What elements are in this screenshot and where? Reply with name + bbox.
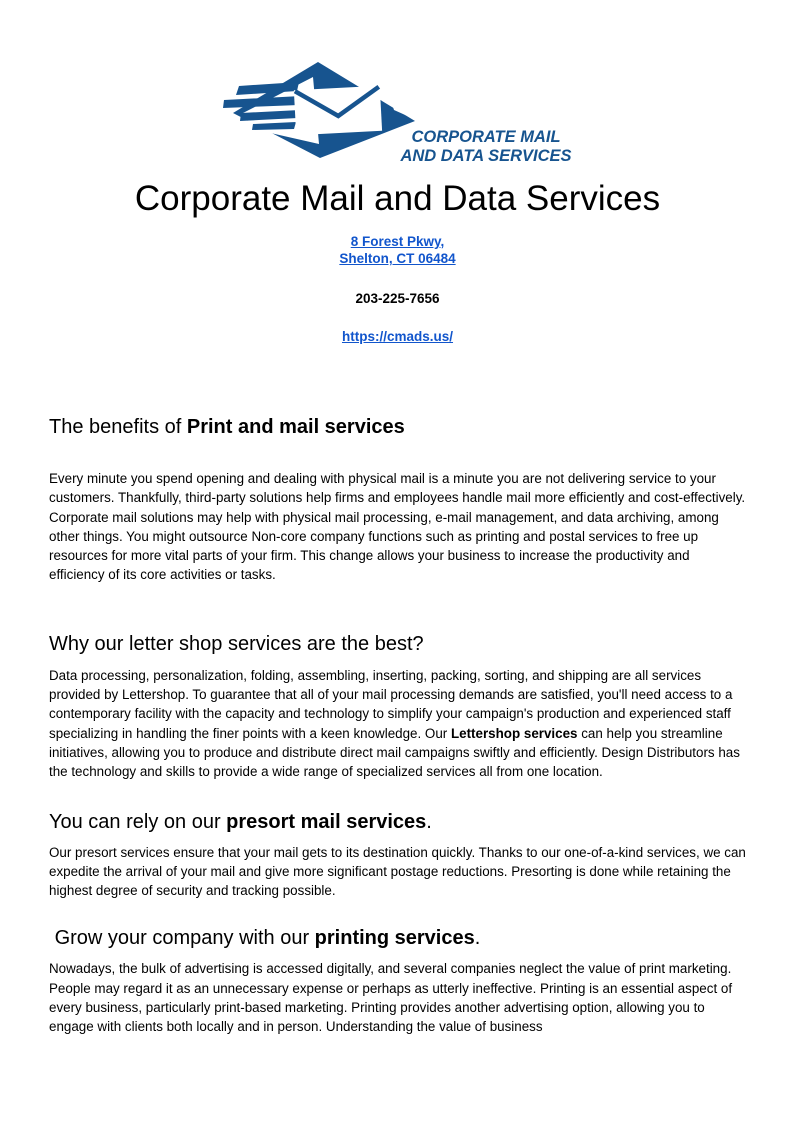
heading-run-regular: Grow your company with our [49, 927, 315, 950]
body-run-regular: Data processing, personalization, folding, assembling, inserting, packing, sorting, and shipping are all services provided by Lettershop. To guarantee that all of your mail processing demands are satisfied, you'll need access to a contemporary facility with the capacity and technology to simplify your campaign's production and experienced staff specializing in handling the finer points with a keen knowledge. Our [49, 667, 733, 741]
body-run-regular: Every minute you spend opening and dealing with physical mail is a minute you are not delivering service to your customers. Thankfully, third-party solutions help firms and employees handle mail more efficiently and cost-effectively. Corporate mail solutions may help with physical mail processing, e-mail management, and data archiving, among other things. You might outsource Non-core company functions such as printing and postal services to free up resources for more vital parts of your firm. This change allows your business to increase the productivity and efficiency of its core activities or tasks. [49, 471, 746, 583]
body-run-regular: Nowadays, the bulk of advertising is accessed digitally, and several companies neglect the value of print marketing. People may regard it as an unnecessary expense or perhaps as utterly ineffective. Printing is an essential aspect of every business, particularly print-based marketing. Printing provides another advertising option, allowing you to engage with clients both locally and in person. Understanding the value of business [49, 961, 733, 1035]
website-block [49, 329, 746, 344]
heading-run-bold: Print and mail services [186, 416, 405, 438]
section-2-paragraph [49, 666, 746, 782]
body-run-bold: Lettershop services [450, 725, 578, 741]
section-4-heading [49, 925, 746, 951]
logo-envelope-diamond-icon [223, 61, 418, 161]
section-presort-mail [49, 809, 746, 901]
page-title: Corporate Mail and Data Services [134, 179, 661, 218]
logo-wordmark [400, 128, 571, 166]
section-4-paragraph [49, 959, 746, 1036]
address-line1: 8 Forest Pkwy, [350, 234, 445, 249]
logo-wordmark-line1: CORPORATE MAIL [411, 128, 561, 146]
heading-run-regular: Why our letter shop services are the best? [49, 632, 424, 655]
logo-wordmark-line2: AND DATA SERVICES [400, 147, 572, 165]
heading-run-bold: presort mail services [226, 810, 427, 833]
address-link[interactable] [339, 234, 455, 266]
heading-run-regular: The benefits of [49, 416, 187, 438]
address-line2: Shelton, CT 06484 [339, 251, 456, 266]
company-logo [49, 57, 746, 165]
body-run-regular: Our presort services ensure that your mail gets to its destination quickly. Thanks to our one-of-a-kind services, we can expedite the arrival of your mail and give more significant postage reductions. Presorting is done while retaining the highest degree of security and tracking possible. [49, 844, 746, 899]
section-2-heading [49, 631, 746, 657]
address-block [49, 233, 746, 267]
heading-run-regular: . [426, 810, 432, 833]
section-3-paragraph [49, 843, 746, 901]
phone-number: 203-225-7656 [355, 291, 440, 306]
heading-run-bold: printing services [314, 927, 475, 950]
section-printing-services [49, 925, 746, 1036]
heading-run-regular: You can rely on our [49, 810, 227, 833]
heading-run-regular: . [474, 927, 481, 950]
section-3-heading [49, 809, 746, 835]
section-print-and-mail [49, 414, 746, 585]
section-1-paragraph [49, 469, 746, 585]
website-link[interactable]: https://cmads.us/ [341, 329, 454, 344]
section-letter-shop [49, 631, 746, 782]
body-run-regular: can help you streamline initiatives, allowing you to produce and distribute direct mail campaigns swiftly and efficiently. Design Distributors has the technology and skills to provide a wide range of specialized services all from one location. [49, 725, 740, 780]
section-1-heading [49, 414, 746, 440]
